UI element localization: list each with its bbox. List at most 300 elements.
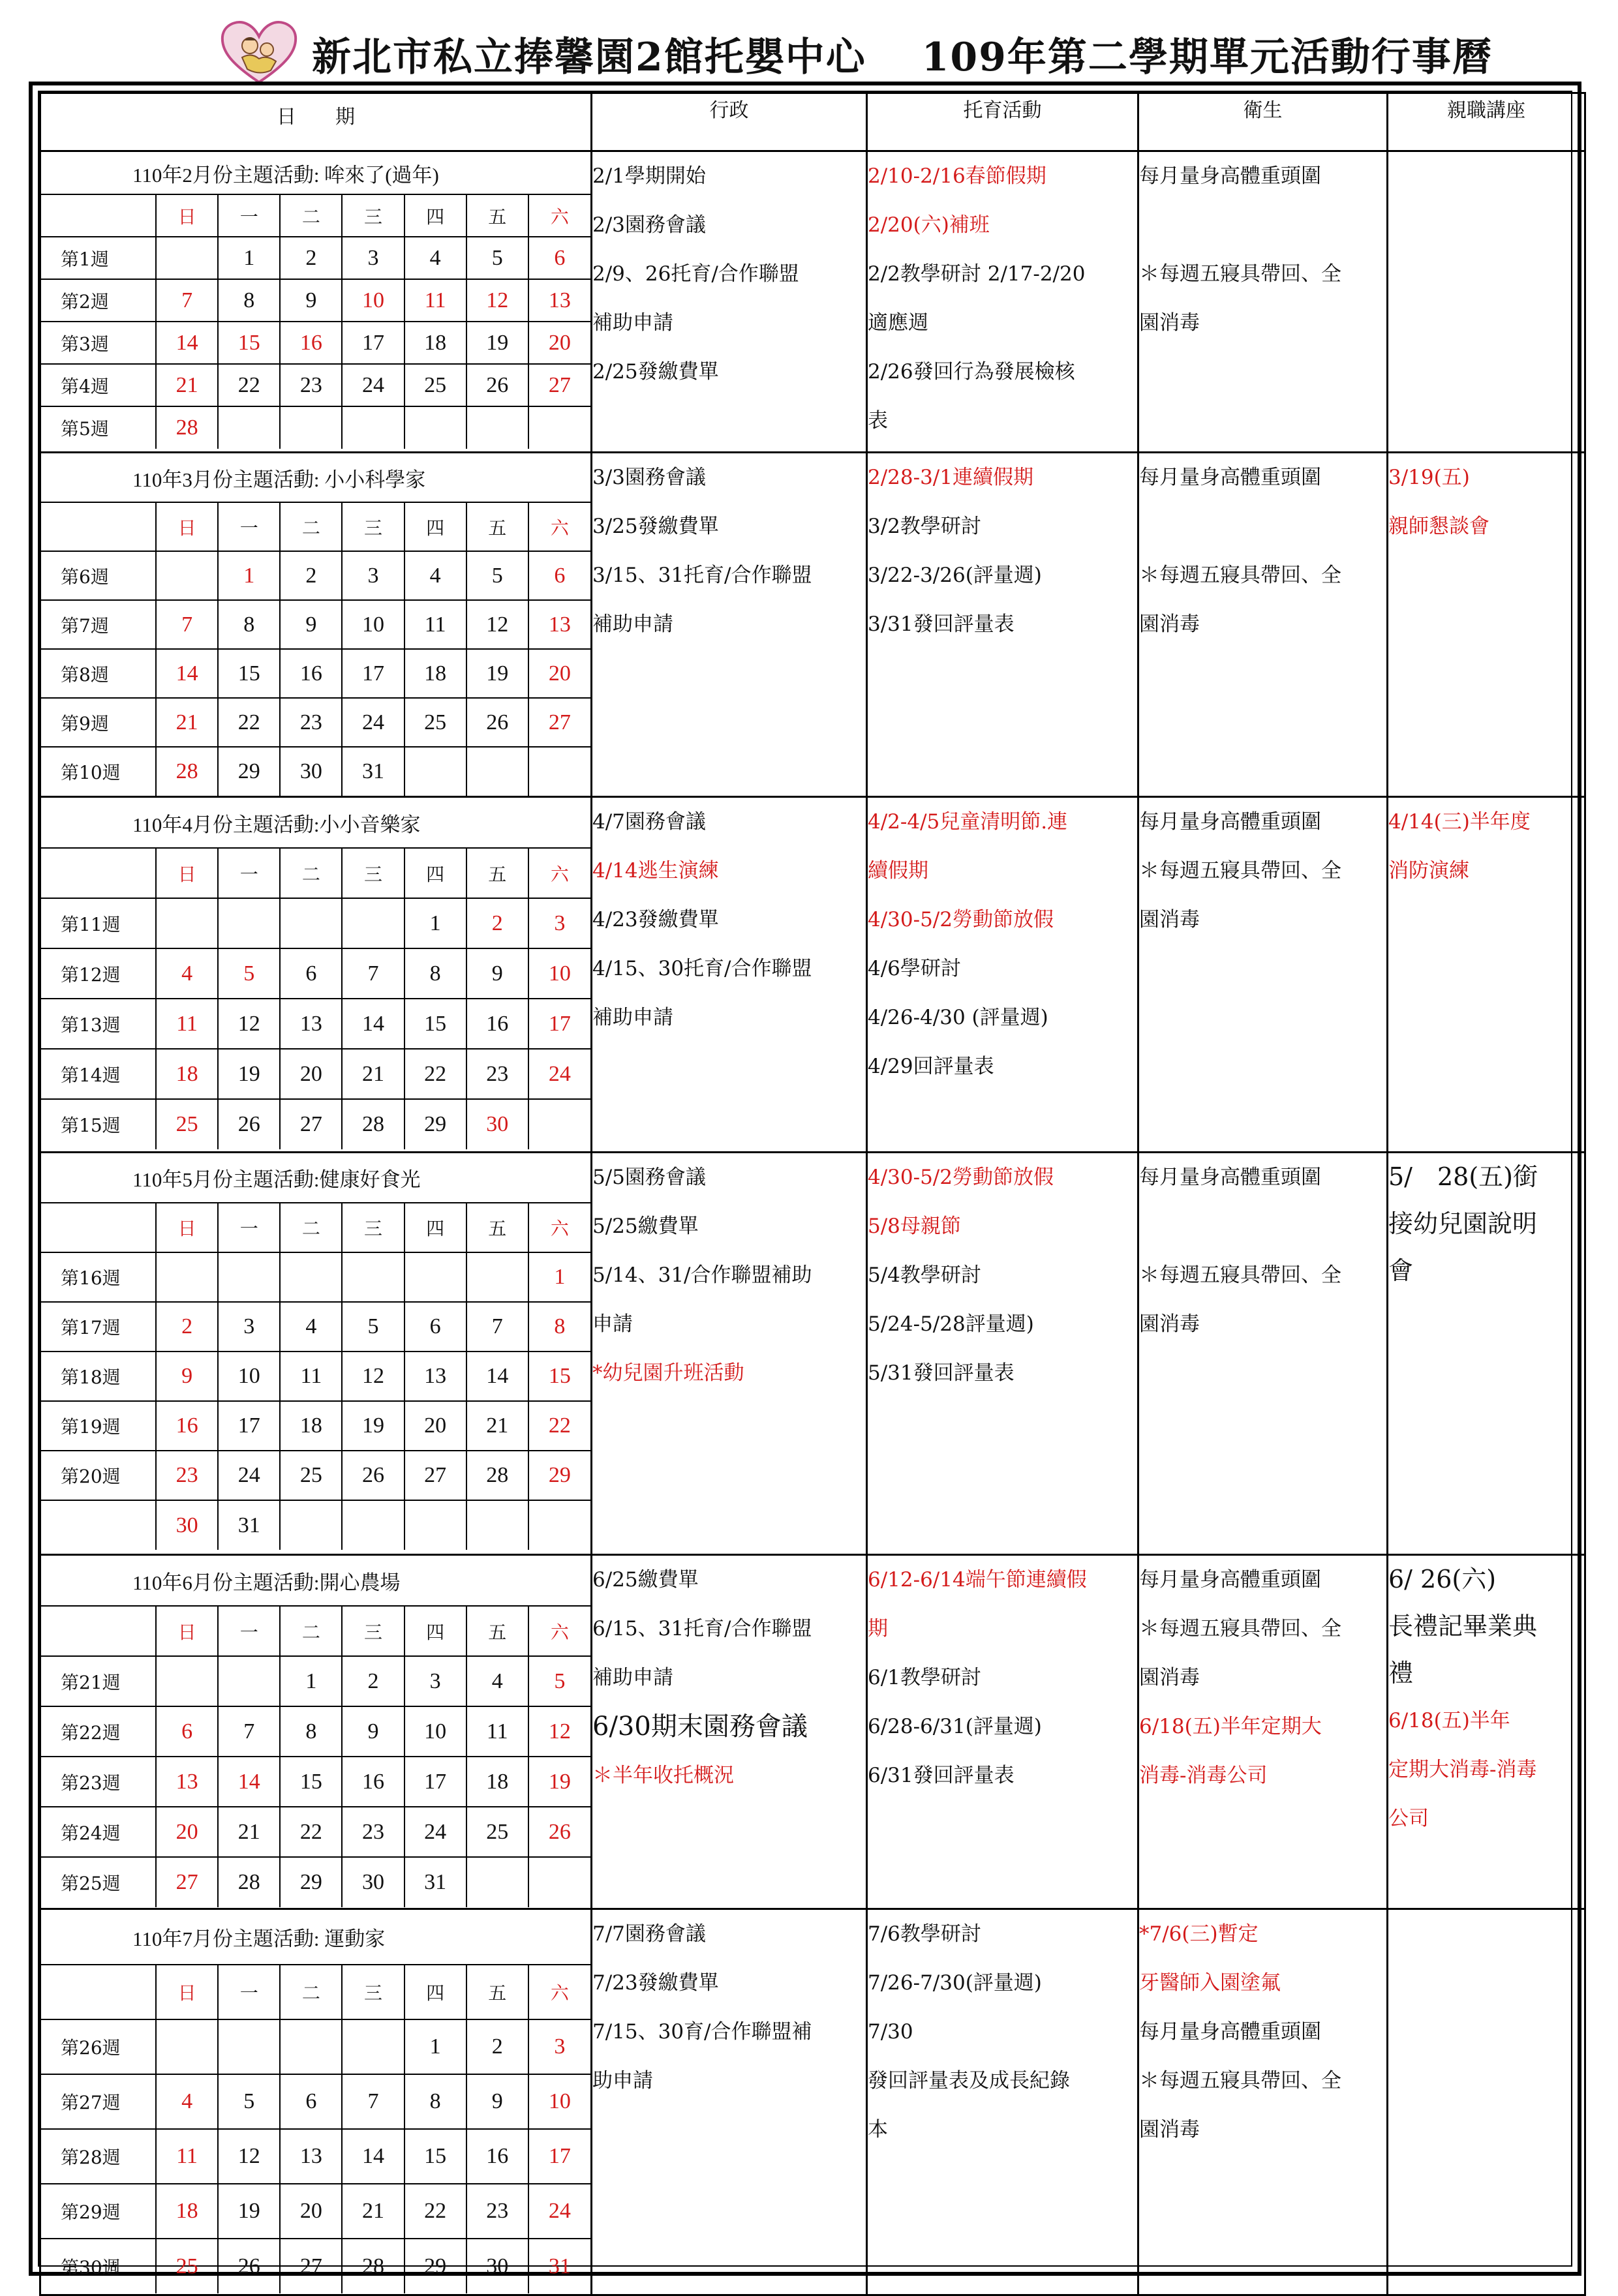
day-cell: 30 bbox=[156, 1500, 218, 1550]
weekday-label: 日 bbox=[156, 1203, 218, 1252]
day-cell: 22 bbox=[404, 2184, 466, 2239]
text-line: 園消毒 bbox=[1139, 2118, 1200, 2141]
month-theme-title: 110年2月份主題活動: 哞來了(過年) bbox=[41, 152, 590, 194]
day-cell bbox=[342, 1252, 404, 1302]
day-cell: 6 bbox=[404, 1302, 466, 1352]
day-cell bbox=[280, 406, 342, 449]
weekday-label: 五 bbox=[466, 1203, 528, 1252]
parent-lecture-cell bbox=[1388, 151, 1585, 453]
week-row bbox=[41, 747, 590, 796]
day-cell: 23 bbox=[280, 364, 342, 406]
day-cell: 27 bbox=[156, 1857, 218, 1907]
day-cell bbox=[404, 1500, 466, 1550]
day-cell bbox=[466, 406, 528, 449]
day-cell: 26 bbox=[466, 698, 528, 747]
day-cell: 15 bbox=[218, 322, 280, 364]
health-cell bbox=[1138, 151, 1388, 453]
day-cell: 29 bbox=[280, 1857, 342, 1907]
text-line: 7/30 bbox=[868, 2020, 913, 2044]
weekday-label: 六 bbox=[528, 848, 590, 898]
week-label: 第12週 bbox=[41, 948, 156, 999]
weekday-header-row bbox=[41, 1203, 590, 1252]
text-line: 5/4教學研討 bbox=[868, 1263, 981, 1287]
text-line: 4/6學研討 bbox=[868, 957, 961, 980]
day-cell bbox=[466, 1252, 528, 1302]
month-theme-title: 110年3月份主題活動: 小小科學家 bbox=[41, 453, 590, 502]
day-cell: 22 bbox=[404, 1049, 466, 1099]
admin-cell bbox=[592, 453, 867, 797]
day-cell bbox=[156, 2019, 218, 2074]
day-cell: 9 bbox=[280, 279, 342, 322]
text-line: 6/18(五)半年定期大 bbox=[1139, 1715, 1322, 1738]
day-cell bbox=[280, 1252, 342, 1302]
weekday-label: 三 bbox=[342, 1203, 404, 1252]
week-row bbox=[41, 1807, 590, 1857]
day-cell: 15 bbox=[404, 999, 466, 1049]
month-theme-title: 110年7月份主題活動: 運動家 bbox=[41, 1910, 590, 1965]
day-cell bbox=[280, 898, 342, 948]
day-cell: 4 bbox=[466, 1656, 528, 1706]
day-cell: 6 bbox=[280, 2074, 342, 2129]
day-cell: 18 bbox=[156, 2184, 218, 2239]
day-cell: 27 bbox=[404, 1451, 466, 1500]
text-line: 4/15、30托育/合作聯盟 bbox=[592, 957, 812, 980]
text-line: 5/8母親節 bbox=[868, 1215, 961, 1238]
week-label: 第15週 bbox=[41, 1099, 156, 1149]
month-calendar-cell bbox=[40, 797, 592, 1153]
weekday-label: 一 bbox=[218, 1965, 280, 2019]
text-line: ＊每週五寢具帶回、全 bbox=[1139, 859, 1341, 883]
day-cell: 7 bbox=[156, 279, 218, 322]
weekday-label: 四 bbox=[404, 1203, 466, 1252]
day-cell: 26 bbox=[218, 2239, 280, 2293]
day-cell: 9 bbox=[280, 600, 342, 649]
text-line: 助申請 bbox=[592, 2069, 653, 2092]
day-cell: 24 bbox=[342, 364, 404, 406]
weekday-label: 日 bbox=[156, 848, 218, 898]
day-cell: 10 bbox=[218, 1352, 280, 1401]
day-cell: 3 bbox=[404, 1656, 466, 1706]
text-line: 4/30-5/2勞動節放假 bbox=[868, 908, 1054, 931]
day-cell: 23 bbox=[466, 2184, 528, 2239]
day-cell: 10 bbox=[528, 948, 590, 999]
day-cell bbox=[342, 898, 404, 948]
day-cell: 8 bbox=[404, 948, 466, 999]
parent-lecture-cell bbox=[1388, 797, 1585, 1153]
week-row bbox=[41, 1656, 590, 1706]
day-cell: 14 bbox=[218, 1757, 280, 1807]
day-cell bbox=[218, 898, 280, 948]
month-calendar bbox=[41, 152, 590, 449]
day-cell bbox=[466, 747, 528, 796]
day-cell: 15 bbox=[218, 649, 280, 698]
text-line: 消防演練 bbox=[1388, 859, 1469, 883]
text-line: 3/22-3/26(評量週) bbox=[868, 564, 1042, 587]
day-cell: 19 bbox=[528, 1757, 590, 1807]
day-cell: 14 bbox=[342, 999, 404, 1049]
month-section bbox=[40, 1153, 1585, 1555]
week-row bbox=[41, 649, 590, 698]
admin-cell bbox=[592, 1153, 867, 1555]
day-cell: 30 bbox=[466, 1099, 528, 1149]
week-label: 第28週 bbox=[41, 2129, 156, 2184]
month-calendar-cell bbox=[40, 1555, 592, 1909]
month-section bbox=[40, 1555, 1585, 1909]
health-cell bbox=[1138, 1555, 1388, 1909]
day-cell bbox=[342, 406, 404, 449]
day-cell: 22 bbox=[280, 1807, 342, 1857]
day-cell: 4 bbox=[404, 237, 466, 279]
parent-lecture-cell bbox=[1388, 1153, 1585, 1555]
day-cell: 17 bbox=[528, 999, 590, 1049]
day-cell: 27 bbox=[280, 1099, 342, 1149]
day-cell: 17 bbox=[404, 1757, 466, 1807]
health-cell bbox=[1138, 1909, 1388, 2295]
week-label: 第19週 bbox=[41, 1401, 156, 1451]
heart-logo-icon bbox=[219, 18, 299, 86]
day-cell: 28 bbox=[156, 406, 218, 449]
day-cell: 12 bbox=[218, 999, 280, 1049]
text-line: 4/14(三)半年度 bbox=[1388, 810, 1531, 834]
day-cell: 13 bbox=[528, 279, 590, 322]
week-label: 第23週 bbox=[41, 1757, 156, 1807]
text-line: 3/31發回評量表 bbox=[868, 612, 1015, 636]
text-line: 園消毒 bbox=[1139, 1312, 1200, 1336]
day-cell: 20 bbox=[528, 649, 590, 698]
month-section bbox=[40, 151, 1585, 453]
text-line: 表 bbox=[868, 409, 888, 432]
day-cell: 18 bbox=[156, 1049, 218, 1099]
day-cell: 14 bbox=[342, 2129, 404, 2184]
day-cell: 12 bbox=[528, 1706, 590, 1757]
day-cell: 23 bbox=[156, 1451, 218, 1500]
page-title: 新北市私立捧馨園2館托嬰中心 109年第二學期單元活動行事曆 bbox=[312, 35, 1493, 80]
admin-cell bbox=[592, 151, 867, 453]
day-cell: 6 bbox=[528, 551, 590, 600]
day-cell: 19 bbox=[342, 1401, 404, 1451]
day-cell: 4 bbox=[280, 1302, 342, 1352]
day-cell: 21 bbox=[466, 1401, 528, 1451]
day-cell: 13 bbox=[528, 600, 590, 649]
day-cell: 8 bbox=[218, 279, 280, 322]
admin-cell bbox=[592, 797, 867, 1153]
text-line: 4/7園務會議 bbox=[592, 810, 706, 834]
weekday-label: 一 bbox=[218, 194, 280, 237]
day-cell: 25 bbox=[466, 1807, 528, 1857]
week-label: 第10週 bbox=[41, 747, 156, 796]
week-label: 第17週 bbox=[41, 1302, 156, 1352]
week-label: 第7週 bbox=[41, 600, 156, 649]
weekday-label: 四 bbox=[404, 194, 466, 237]
day-cell: 4 bbox=[156, 2074, 218, 2129]
header-care: 托育活動 bbox=[867, 93, 1138, 151]
weekday-label: 日 bbox=[156, 502, 218, 551]
week-label: 第14週 bbox=[41, 1049, 156, 1099]
text-line: 每月量身高體重頭圍 bbox=[1139, 2020, 1321, 2044]
day-cell: 3 bbox=[342, 237, 404, 279]
day-cell: 19 bbox=[218, 2184, 280, 2239]
day-cell bbox=[404, 747, 466, 796]
week-label: 第8週 bbox=[41, 649, 156, 698]
day-cell: 9 bbox=[156, 1352, 218, 1401]
weekday-label: 一 bbox=[218, 502, 280, 551]
text-line: 5/31發回評量表 bbox=[868, 1361, 1015, 1385]
care-activity-cell bbox=[867, 1909, 1138, 2295]
text-line bbox=[1139, 1202, 1386, 1251]
week-row bbox=[41, 948, 590, 999]
day-cell bbox=[466, 1500, 528, 1550]
week-row bbox=[41, 2184, 590, 2239]
text-line: 6/12-6/14端午節連續假 bbox=[868, 1568, 1087, 1592]
day-cell: 14 bbox=[156, 322, 218, 364]
day-cell: 27 bbox=[280, 2239, 342, 2293]
text-line: 4/29回評量表 bbox=[868, 1055, 994, 1078]
day-cell: 8 bbox=[404, 2074, 466, 2129]
day-cell: 21 bbox=[218, 1807, 280, 1857]
care-activity-cell bbox=[867, 797, 1138, 1153]
day-cell: 24 bbox=[528, 1049, 590, 1099]
text-line: 7/6教學研討 bbox=[868, 1922, 981, 1946]
day-cell: 10 bbox=[342, 279, 404, 322]
day-cell: 26 bbox=[466, 364, 528, 406]
day-cell: 28 bbox=[342, 2239, 404, 2293]
month-calendar bbox=[41, 1153, 590, 1550]
text-line: 5/25繳費單 bbox=[592, 1215, 699, 1238]
week-row bbox=[41, 279, 590, 322]
text-line: 4/26-4/30 (評量週) bbox=[868, 1006, 1048, 1029]
day-cell: 18 bbox=[280, 1401, 342, 1451]
day-cell: 6 bbox=[156, 1706, 218, 1757]
week-row bbox=[41, 2239, 590, 2293]
day-cell: 5 bbox=[218, 948, 280, 999]
week-row bbox=[41, 2019, 590, 2074]
text-line: 2/26發回行為發展檢核 bbox=[868, 360, 1075, 384]
text-line: 5/5園務會議 bbox=[592, 1166, 706, 1189]
text-line: 3/15、31托育/合作聯盟 bbox=[592, 564, 812, 587]
text-line: 定期大消毒-消毒 bbox=[1388, 1758, 1537, 1781]
weekday-label: 日 bbox=[156, 1606, 218, 1656]
text-line: 期 bbox=[868, 1617, 888, 1640]
weekday-label: 五 bbox=[466, 1965, 528, 2019]
week-row bbox=[41, 2074, 590, 2129]
day-cell: 14 bbox=[156, 649, 218, 698]
week-label: 第5週 bbox=[41, 406, 156, 449]
day-cell: 19 bbox=[466, 649, 528, 698]
day-cell: 27 bbox=[528, 364, 590, 406]
header-health: 衛生 bbox=[1138, 93, 1388, 151]
day-cell: 10 bbox=[528, 2074, 590, 2129]
day-cell: 15 bbox=[528, 1352, 590, 1401]
weekday-label: 二 bbox=[280, 1965, 342, 2019]
week-label: 第30週 bbox=[41, 2239, 156, 2293]
day-cell: 29 bbox=[404, 2239, 466, 2293]
day-cell: 16 bbox=[466, 2129, 528, 2184]
weekday-label: 六 bbox=[528, 502, 590, 551]
weekday-header-row bbox=[41, 1606, 590, 1656]
text-line: 發回評量表及成長紀錄 bbox=[868, 2069, 1070, 2092]
day-cell: 16 bbox=[466, 999, 528, 1049]
text-line: 園消毒 bbox=[1139, 908, 1200, 931]
day-cell: 15 bbox=[404, 2129, 466, 2184]
day-cell: 21 bbox=[156, 698, 218, 747]
day-cell: 12 bbox=[466, 279, 528, 322]
month-section bbox=[40, 453, 1585, 797]
week-row bbox=[41, 1352, 590, 1401]
admin-cell bbox=[592, 1555, 867, 1909]
weekday-header-blank bbox=[41, 848, 156, 898]
day-cell: 7 bbox=[466, 1302, 528, 1352]
day-cell: 29 bbox=[218, 747, 280, 796]
week-label: 第22週 bbox=[41, 1706, 156, 1757]
day-cell: 10 bbox=[404, 1706, 466, 1757]
weekday-label: 三 bbox=[342, 1965, 404, 2019]
day-cell: 11 bbox=[404, 279, 466, 322]
month-calendar bbox=[41, 453, 590, 796]
day-cell: 5 bbox=[466, 237, 528, 279]
day-cell: 1 bbox=[528, 1252, 590, 1302]
day-cell: 2 bbox=[342, 1656, 404, 1706]
day-cell: 17 bbox=[218, 1401, 280, 1451]
day-cell: 7 bbox=[218, 1706, 280, 1757]
month-section bbox=[40, 1909, 1585, 2295]
week-label: 第9週 bbox=[41, 698, 156, 747]
week-label: 第1週 bbox=[41, 237, 156, 279]
day-cell: 3 bbox=[342, 551, 404, 600]
day-cell bbox=[466, 1857, 528, 1907]
day-cell: 27 bbox=[528, 698, 590, 747]
text-line: 4/30-5/2勞動節放假 bbox=[868, 1166, 1054, 1189]
week-label: 第27週 bbox=[41, 2074, 156, 2129]
day-cell: 7 bbox=[156, 600, 218, 649]
day-cell: 2 bbox=[156, 1302, 218, 1352]
text-line: 親師懇談會 bbox=[1388, 515, 1489, 538]
week-label: 第26週 bbox=[41, 2019, 156, 2074]
day-cell: 24 bbox=[404, 1807, 466, 1857]
day-cell: 11 bbox=[156, 999, 218, 1049]
week-row bbox=[41, 1451, 590, 1500]
day-cell bbox=[528, 1099, 590, 1149]
day-cell: 3 bbox=[218, 1302, 280, 1352]
text-line: 2/9、26托育/合作聯盟 bbox=[592, 262, 799, 286]
day-cell: 6 bbox=[528, 237, 590, 279]
month-calendar bbox=[41, 1910, 590, 2293]
parent-lecture-cell bbox=[1388, 1909, 1585, 2295]
day-cell: 28 bbox=[156, 747, 218, 796]
text-line: 3/3園務會議 bbox=[592, 466, 706, 489]
day-cell: 4 bbox=[404, 551, 466, 600]
day-cell: 15 bbox=[280, 1757, 342, 1807]
week-row bbox=[41, 406, 590, 449]
day-cell: 7 bbox=[342, 948, 404, 999]
day-cell: 30 bbox=[466, 2239, 528, 2293]
day-cell bbox=[528, 1500, 590, 1550]
weekday-label: 二 bbox=[280, 1606, 342, 1656]
day-cell: 1 bbox=[404, 898, 466, 948]
day-cell: 22 bbox=[528, 1401, 590, 1451]
text-line: 園消毒 bbox=[1139, 311, 1200, 335]
day-cell: 28 bbox=[342, 1099, 404, 1149]
day-cell: 16 bbox=[280, 649, 342, 698]
day-cell: 13 bbox=[404, 1352, 466, 1401]
month-theme-title: 110年5月份主題活動:健康好食光 bbox=[41, 1153, 590, 1203]
weekday-header-blank bbox=[41, 194, 156, 237]
day-cell: 8 bbox=[528, 1302, 590, 1352]
weekday-label: 四 bbox=[404, 1606, 466, 1656]
day-cell: 1 bbox=[218, 551, 280, 600]
day-cell: 5 bbox=[342, 1302, 404, 1352]
day-cell: 9 bbox=[466, 948, 528, 999]
day-cell bbox=[218, 406, 280, 449]
text-line: 3/2教學研討 bbox=[868, 515, 981, 538]
day-cell bbox=[404, 1252, 466, 1302]
weekday-label: 二 bbox=[280, 194, 342, 237]
week-label: 第13週 bbox=[41, 999, 156, 1049]
day-cell: 30 bbox=[280, 747, 342, 796]
day-cell: 8 bbox=[280, 1706, 342, 1757]
text-line: 3/19(五) bbox=[1388, 466, 1470, 489]
day-cell: 6 bbox=[280, 948, 342, 999]
day-cell: 25 bbox=[280, 1451, 342, 1500]
day-cell: 2 bbox=[280, 237, 342, 279]
text-line: 園消毒 bbox=[1139, 1666, 1200, 1689]
day-cell: 3 bbox=[528, 898, 590, 948]
text-line: 5/14、31/合作聯盟補助 bbox=[592, 1263, 812, 1287]
day-cell: 20 bbox=[280, 2184, 342, 2239]
day-cell: 29 bbox=[528, 1451, 590, 1500]
day-cell bbox=[156, 237, 218, 279]
day-cell: 21 bbox=[342, 1049, 404, 1099]
weekday-label: 一 bbox=[218, 848, 280, 898]
week-row bbox=[41, 1099, 590, 1149]
text-line: 6/30期末園務會議 bbox=[592, 1712, 808, 1742]
day-cell: 30 bbox=[342, 1857, 404, 1907]
text-line: 5/ 28(五)銜 bbox=[1388, 1162, 1538, 1191]
month-calendar bbox=[41, 798, 590, 1149]
day-cell: 16 bbox=[280, 322, 342, 364]
week-row bbox=[41, 898, 590, 948]
text-line: 6/18(五)半年 bbox=[1388, 1709, 1510, 1732]
text-line: 6/25繳費單 bbox=[592, 1568, 699, 1592]
day-cell: 21 bbox=[156, 364, 218, 406]
day-cell: 17 bbox=[342, 649, 404, 698]
text-line: 6/1教學研討 bbox=[868, 1666, 981, 1689]
weekday-label: 三 bbox=[342, 194, 404, 237]
text-line: 2/3園務會議 bbox=[592, 213, 706, 237]
weekday-label: 四 bbox=[404, 848, 466, 898]
day-cell bbox=[218, 2019, 280, 2074]
day-cell: 18 bbox=[466, 1757, 528, 1807]
text-line: 補助申請 bbox=[592, 1006, 673, 1029]
day-cell: 13 bbox=[156, 1757, 218, 1807]
care-activity-cell bbox=[867, 453, 1138, 797]
text-line: 2/2教學研討 2/17-2/20 bbox=[868, 262, 1086, 286]
month-section bbox=[40, 797, 1585, 1153]
day-cell: 2 bbox=[466, 898, 528, 948]
day-cell bbox=[156, 898, 218, 948]
text-line: *幼兒園升班活動 bbox=[592, 1361, 744, 1385]
weekday-label: 四 bbox=[404, 1965, 466, 2019]
week-label: 第29週 bbox=[41, 2184, 156, 2239]
text-line: ＊半年收托概況 bbox=[592, 1764, 734, 1787]
day-cell: 18 bbox=[404, 322, 466, 364]
week-row bbox=[41, 237, 590, 279]
text-line: 7/23發繳費單 bbox=[592, 1971, 719, 1995]
day-cell: 22 bbox=[218, 364, 280, 406]
day-cell: 20 bbox=[156, 1807, 218, 1857]
care-activity-cell bbox=[867, 1153, 1138, 1555]
text-line: 3/25發繳費單 bbox=[592, 515, 719, 538]
weekday-label: 三 bbox=[342, 1606, 404, 1656]
